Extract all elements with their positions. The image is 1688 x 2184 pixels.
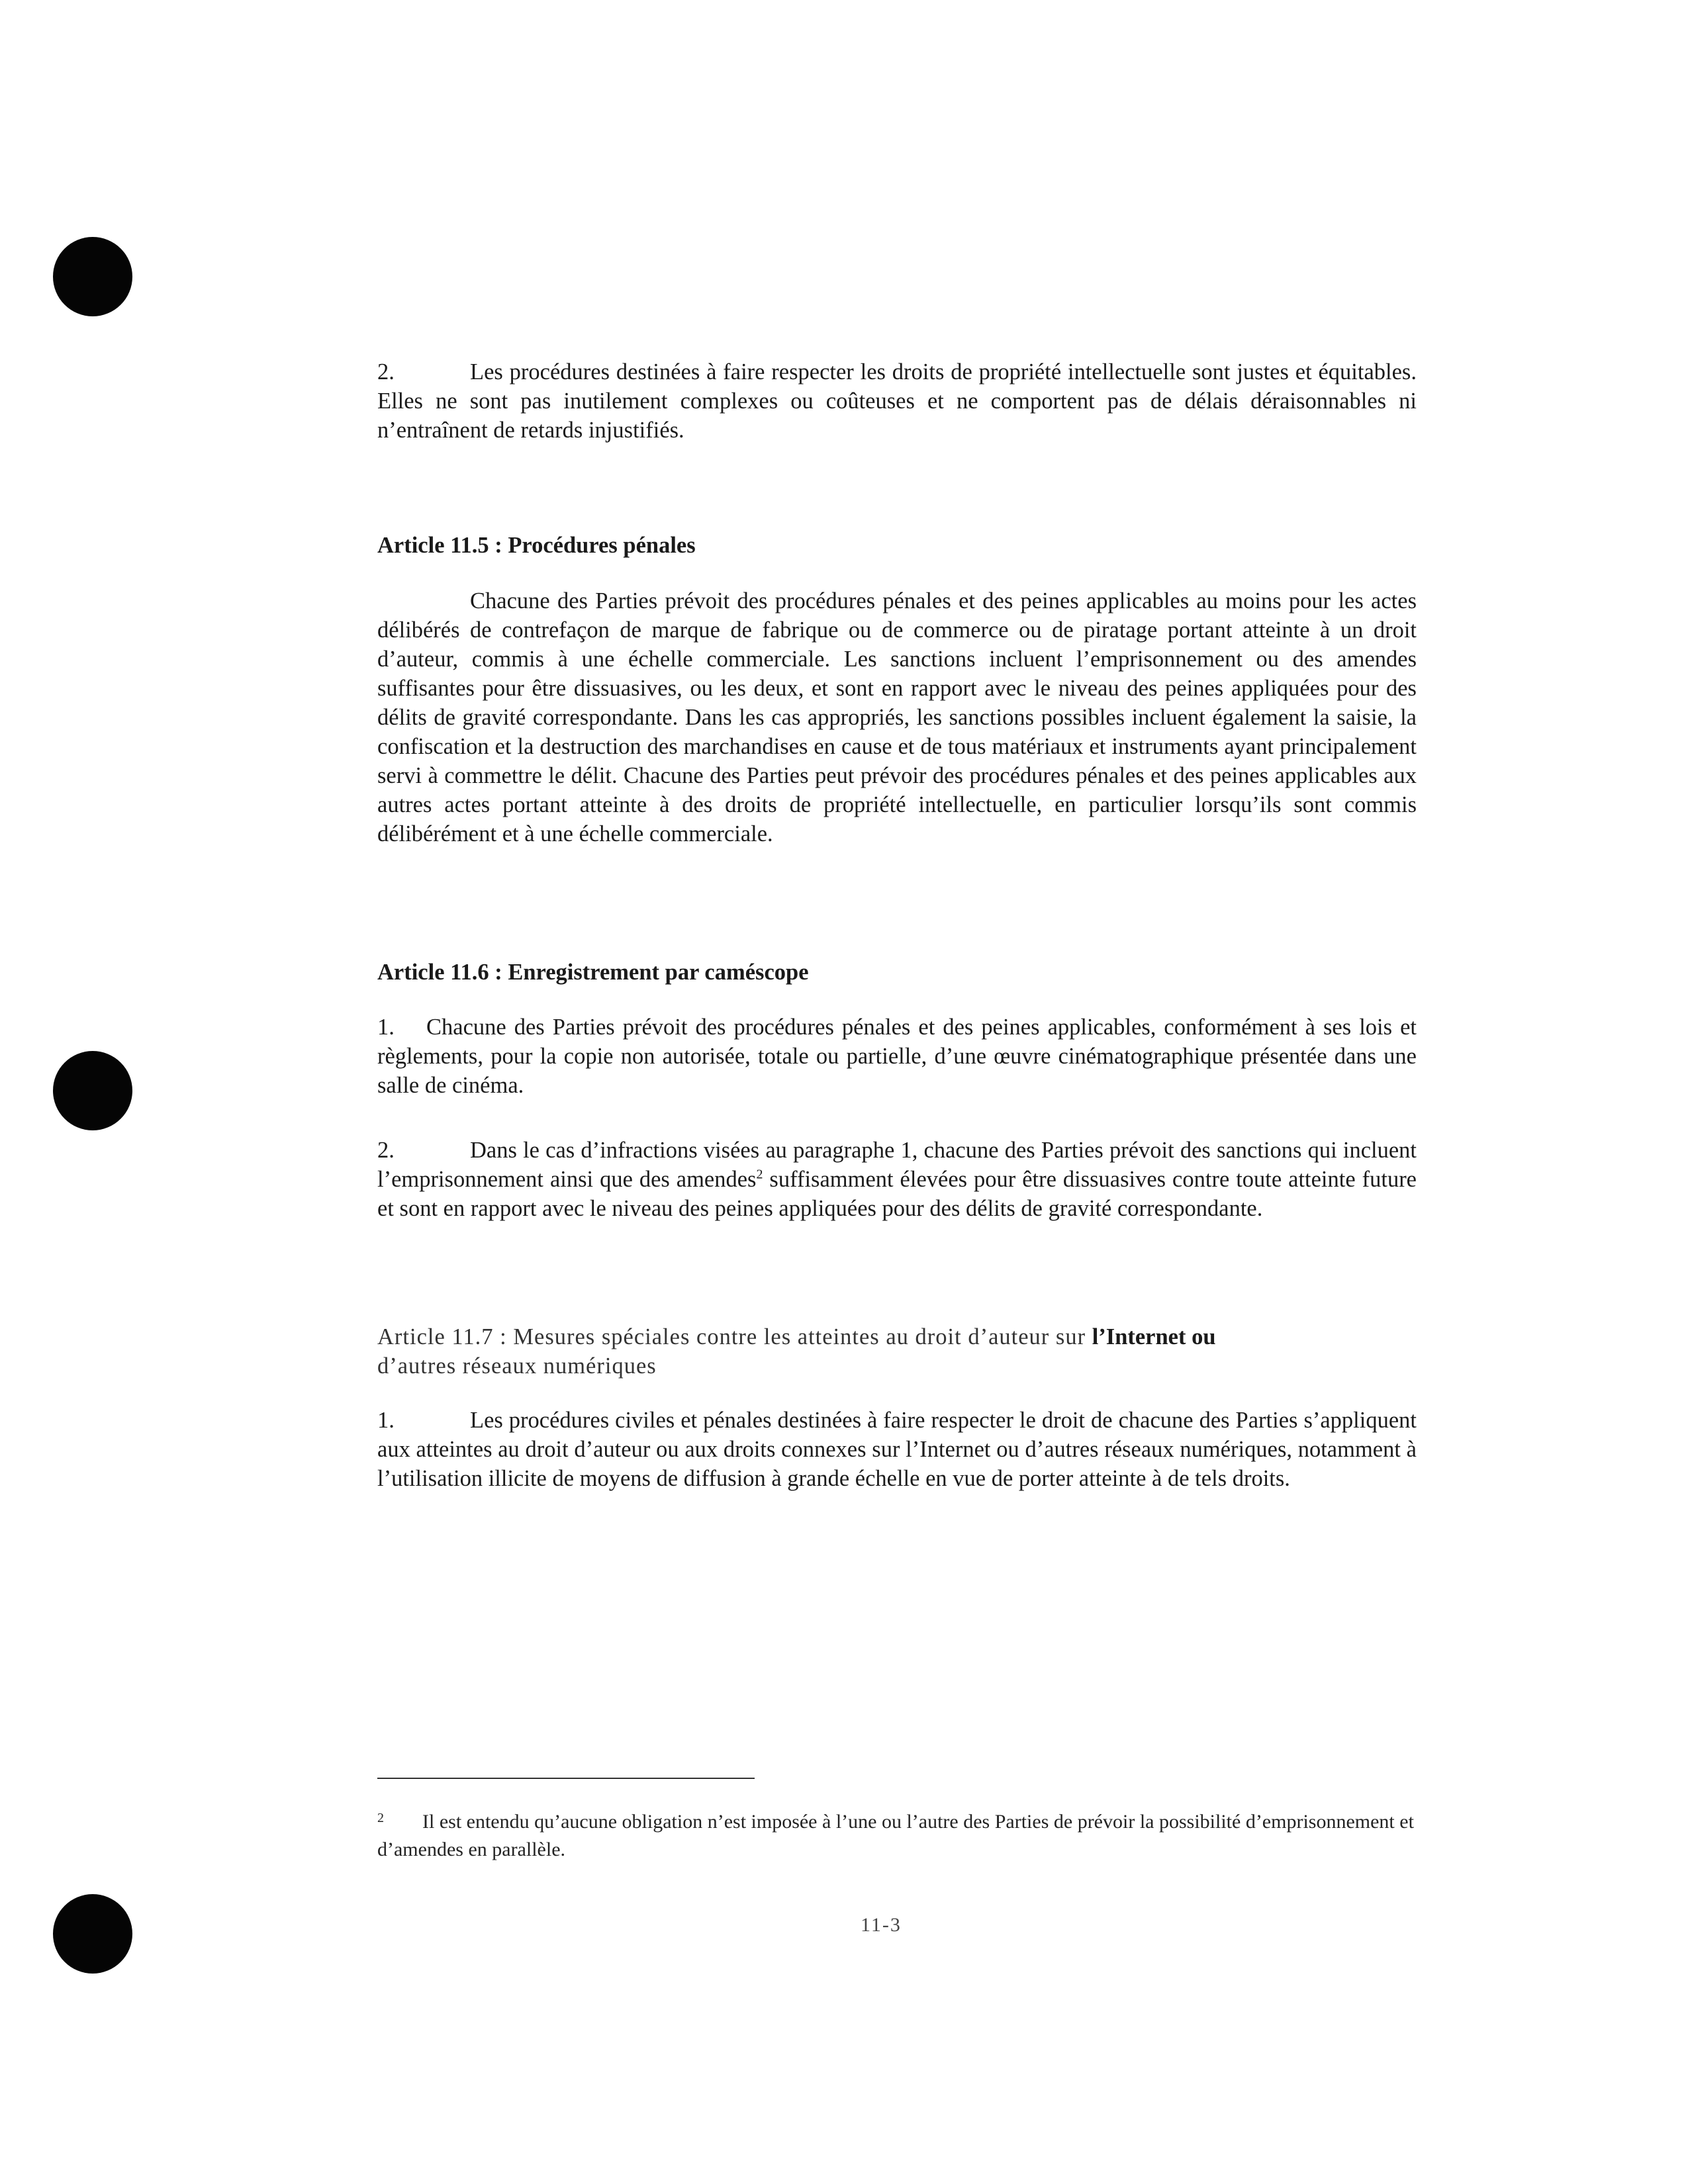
heading-bold-part: l’Internet ou (1092, 1324, 1216, 1349)
punch-hole (53, 1051, 132, 1130)
paragraph-text: Chacune des Parties prévoit des procédures pénales et des peines applicables, conformément à ses lois et règlements, pour la copie non autorisée, totale ou partielle, d’une œuvre cinématographique présentée dans une salle de cinéma. (377, 1015, 1417, 1098)
article-11-6-heading: Article 11.6 : Enregistrement par caméscope (377, 960, 809, 985)
paragraph-number: 2. (377, 359, 395, 385)
paragraph-number: 1. (377, 1408, 395, 1433)
paragraph-text: Chacune des Parties prévoit des procédures pénales et des peines applicables au moins pour les actes délibérés de contrefaçon de marque de fabrique ou de commerce ou de piratage portant atteinte à un droit d’auteur, commis à une échelle commerciale. Les sanctions incluent l’emprisonnement ou des amendes suffisantes pour être dissuasives, ou les deux, et sont en rapport avec le niveau des peines appliquées pour des délits de gravité correspondante. Dans les cas appropriés, les sanctions possibles incluent également la saisie, la confiscation et la destruction des marchandises en cause et de tous matériaux et instruments ayant principalement servi à commettre le délit. Chacune des Parties peut prévoir des procédures pénales et des peines applicables aux autres actes portant atteinte à des droits de propriété intellectuelle, en particulier lorsqu’ils sont commis délibérément et à une échelle commerciale. (377, 588, 1417, 846)
paragraph-text: Les procédures destinées à faire respecter les droits de propriété intellectuelle sont justes et équitables. Elles ne sont pas inutilement complexes ou coûteuses et ne comportent pas de délais déraisonnables ni n’entraînent de retards injustifiés. (377, 359, 1417, 443)
heading-light-part: Article 11.7 : Mesures spéciales contre les atteintes au droit d’auteur sur (377, 1324, 1092, 1349)
heading-line-2: d’autres réseaux numériques (377, 1353, 657, 1379)
footnote-mark: 2 (377, 1811, 384, 1825)
paragraph-2 (377, 357, 1417, 445)
paragraph-number: 2. (377, 1138, 395, 1163)
footnote-reference[interactable]: 2 (756, 1167, 763, 1182)
punch-hole (53, 1894, 132, 1974)
footnote-separator (377, 1778, 755, 1779)
paragraph-number: 1. (377, 1015, 395, 1040)
paragraph-text: Les procédures civiles et pénales destinées à faire respecter le droit de chacune des Parties s’appliquent aux atteintes au droit d’auteur ou aux droits connexes sur l’Internet ou d’autres réseaux numériques, notamment à l’utilisation illicite de moyens de diffusion à grande échelle en vue de porter atteinte à de tels droits. (377, 1408, 1417, 1491)
article-11-7-paragraph-1 (377, 1406, 1417, 1493)
punch-hole (53, 237, 132, 316)
article-11-5-paragraph (377, 586, 1417, 848)
article-11-6-paragraph-2 (377, 1136, 1417, 1223)
footnote-text: Il est entendu qu’aucune obligation n’est imposée à l’une ou l’autre des Parties de prévoir la possibilité d’emprisonnement et d’amendes en parallèle. (377, 1811, 1414, 1860)
footnote (377, 1808, 1417, 1864)
paragraph-text-after: suffisamment élevées pour être dissuasives contre toute atteinte future et sont en rapport avec le niveau des peines appliquées pour des délits de gravité correspondante. (377, 1167, 1417, 1221)
paragraph-text-before: Dans le cas d’infractions visées au paragraphe 1, chacune des Parties prévoit des sanctions qui incluent l’emprisonnement ainsi que des amendes (377, 1138, 1417, 1192)
article-11-7-heading (377, 1322, 1417, 1381)
article-11-6-paragraph-1 (377, 1013, 1417, 1100)
article-11-5-heading: Article 11.5 : Procédures pénales (377, 533, 696, 558)
page-number: 11-3 (861, 1914, 902, 1936)
